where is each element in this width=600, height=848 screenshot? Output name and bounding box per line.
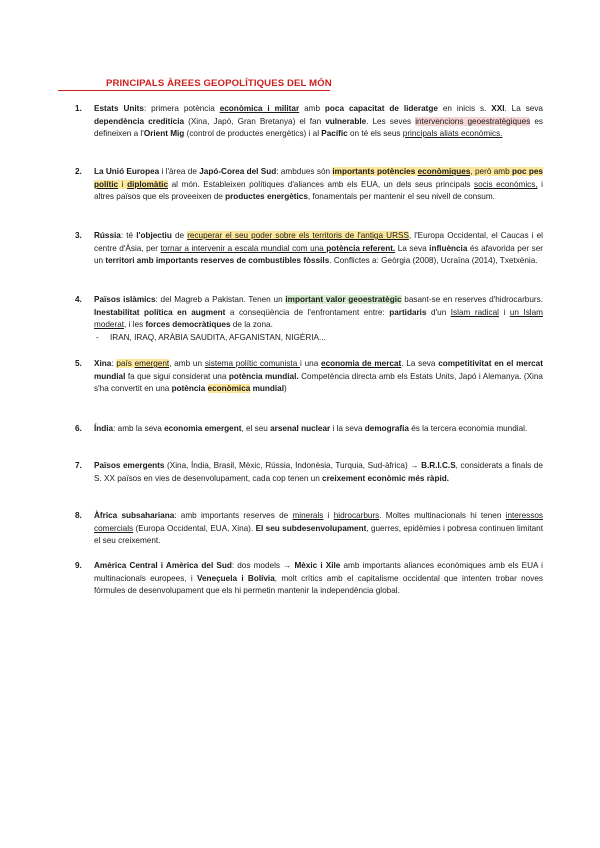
text-run: economia de mercat <box>321 359 402 368</box>
text-run: potència referent. <box>326 243 396 253</box>
text-run: (control de productes energètics) i al <box>184 129 322 139</box>
text-run: minerals <box>292 511 324 520</box>
text-run: Orient Mig <box>143 129 185 139</box>
text-run: interessos comercials <box>94 511 543 533</box>
text-run: , amb un <box>169 359 205 368</box>
item-text <box>94 461 543 483</box>
text-run: en inicis s. <box>437 104 492 113</box>
text-run: , molt crítics amb el capitalisme occidental que intenten trobar noves fórmules de desenvolupament que els hi permetin mantenir la independència global. <box>94 573 543 596</box>
text-run: Xina <box>94 359 112 368</box>
text-run: competitivitat en el mercat mundial <box>94 359 543 381</box>
text-run: Japó-Corea del Sud <box>199 167 277 176</box>
list-item <box>75 560 543 598</box>
text-run: partidaris <box>389 307 427 317</box>
text-run: on té els seus <box>347 129 403 139</box>
text-run: Àfrica subsahariana <box>94 511 175 520</box>
text-run: : dos models → <box>231 561 295 570</box>
text-run: i <box>498 307 510 317</box>
item-text <box>94 424 527 433</box>
text-run: El seu subdesenvolupament <box>255 523 367 533</box>
text-run: demografia <box>364 424 409 433</box>
text-run: polític <box>94 179 119 189</box>
text-run: economia emergent <box>164 424 242 433</box>
text-run: : del Magreb a Pakistan. Tenen un <box>155 295 286 304</box>
text-run: . Les seves <box>366 116 416 126</box>
text-run: influència <box>429 243 468 253</box>
text-run: poca capacitat de lideratge <box>324 104 438 113</box>
text-run: . La seva <box>401 359 439 368</box>
text-run: Pacífic <box>321 129 348 139</box>
text-run: vulnerable <box>325 116 367 126</box>
text-run: es defineixen a l' <box>94 116 543 139</box>
text-run: mundial <box>250 384 284 394</box>
dash-bullet: - <box>96 333 99 342</box>
item-text <box>94 359 543 393</box>
text-run: creixement econòmic més ràpid. <box>322 473 450 483</box>
text-run: econòmiques <box>417 167 471 176</box>
text-run: hidrocarburs <box>333 511 380 520</box>
list-item <box>75 460 543 485</box>
list-item <box>75 166 543 204</box>
text-run: intervencions geoestratègiques <box>415 116 531 126</box>
text-run: : primera potència <box>143 104 220 113</box>
item-text <box>94 511 543 545</box>
text-run: Rússia <box>94 231 121 240</box>
list-item <box>75 103 543 141</box>
text-run: : amb importants reserves de <box>174 511 293 520</box>
text-run: (Xina, Índia, Brasil, Mèxic, Rússia, Indonèsia, Turquia, Sud-àfrica) → <box>164 461 422 470</box>
item-text <box>94 167 543 201</box>
text-run: , <box>470 167 475 176</box>
list-item <box>75 423 543 436</box>
item-number: 6. <box>75 424 82 433</box>
text-run: B.R.I.C.S <box>421 461 456 470</box>
text-run: Amèrica Central i Amèrica del Sud <box>94 561 232 570</box>
text-run: potència mundial. <box>228 371 299 381</box>
text-run: territori amb importants reserves de combustibles fòssils <box>105 256 330 266</box>
text-run: diplomàtic <box>127 179 169 189</box>
text-run: ) <box>283 384 287 394</box>
text-run: . Moltes multinacionals hi tenen <box>379 511 506 520</box>
text-run: La seva <box>395 243 430 253</box>
text-run: país <box>116 359 135 368</box>
text-run: principals aliats econòmics. <box>402 129 503 139</box>
text-run: productes energètics <box>225 192 308 202</box>
text-run: (Europa Occidental, EUA, Xina). <box>133 523 256 533</box>
text-run: . La seva <box>504 104 543 113</box>
title-underline <box>58 90 330 91</box>
text-run: Països islàmics <box>94 295 156 304</box>
text-run: important valor geoestratègic <box>285 295 402 304</box>
list-item <box>75 358 543 396</box>
text-run: tornar a intervenir a escala mundial com una <box>160 243 327 253</box>
text-run: i una <box>300 359 322 368</box>
text-run: econòmica <box>207 384 251 394</box>
list-item <box>75 510 543 548</box>
item-number: 3. <box>75 231 82 240</box>
text-run: però amb <box>475 167 512 176</box>
text-run: , l'Europa Occidental, el Caucas i el centre d'Àsia, per <box>94 231 543 253</box>
text-run: és afavorida per ser un <box>94 243 543 266</box>
text-run: arsenal nuclear <box>270 424 331 433</box>
text-run: econòmica i militar <box>219 104 300 113</box>
item-text <box>94 104 543 138</box>
text-run: XXI <box>491 104 505 113</box>
text-run: Mèxic i Xile <box>294 561 341 570</box>
text-run: Veneçuela i Bolívia <box>197 573 275 583</box>
item-text <box>94 561 543 595</box>
text-run: i <box>118 179 128 189</box>
text-run: (Xina, Japó, Gran Bretanya) el fan <box>184 116 326 126</box>
text-run: , i les <box>124 320 146 330</box>
text-run: amb importants aliances econòmiques amb els EUA i multinacionals europees, i <box>94 561 543 583</box>
text-run: : amb la seva <box>113 424 165 433</box>
text-run: Països emergents <box>94 461 165 470</box>
item-number: 7. <box>75 461 82 470</box>
item-number: 4. <box>75 295 82 304</box>
text-run: recuperar el seu poder sobre els territoris de l'antiga URSS <box>187 231 409 240</box>
text-run: socis econòmics, <box>473 179 538 189</box>
text-run: . Conflictes a: Geòrgia (2008), Ucraïna (2014), Txetxènia. <box>329 256 538 266</box>
text-run: : <box>111 359 117 368</box>
text-run: dependència creditícia <box>94 116 185 126</box>
text-run: i <box>323 511 334 520</box>
text-run: forces democràtiques <box>145 320 231 330</box>
country-list <box>96 332 326 345</box>
text-run: Islam radical <box>450 307 499 317</box>
item-number: 9. <box>75 561 82 570</box>
text-run: és la tercera economia mundial. <box>408 424 528 433</box>
text-run: La Unió Europea <box>94 167 160 176</box>
text-run: , considerats a finals de S. XX països en vies de desenvolupament, cada cop tenen un <box>94 461 543 483</box>
text-run: l'objectiu <box>136 231 172 240</box>
text-run: Competència directa amb els Estats Units, Japó i Alemanya. (Xina s'ha convertit en una <box>94 371 543 394</box>
text-run: importants potències <box>332 167 418 176</box>
text-run: amb <box>299 104 325 113</box>
list-item <box>75 230 543 268</box>
country-list-text: IRAN, IRAQ, ARÀBIA SAUDITA, AFGANISTAN, NIGÈRIA... <box>110 333 326 342</box>
text-run: i l'àrea de <box>159 167 200 176</box>
text-run: : ambdues són <box>276 167 333 176</box>
list-item <box>75 294 543 332</box>
text-run: emergent <box>134 359 170 368</box>
text-run: , el seu <box>241 424 271 433</box>
text-run: al món. Estableixen polítiques d'aliances amb els EUA, un dels seus principals <box>168 179 474 189</box>
text-run: , guerres, epidèmies i pobresa continuen limitant el seu creixement. <box>94 523 543 546</box>
item-text <box>94 295 543 329</box>
text-run: a conseqüència de l'enfrontament entre: <box>225 307 390 317</box>
text-run: Índia <box>94 424 114 433</box>
item-number: 8. <box>75 511 82 520</box>
item-number: 5. <box>75 359 82 368</box>
text-run: basant-se en reserves d'hidrocarburs. <box>401 295 543 304</box>
text-run: de <box>171 231 188 240</box>
page-title: PRINCIPALS ÀREES GEOPOLÍTIQUES DEL MÓN <box>106 78 332 89</box>
text-run: potència <box>171 384 208 394</box>
item-number: 1. <box>75 104 82 113</box>
text-run: de la zona. <box>230 320 273 330</box>
text-run: i altres països que els proveeixen de <box>94 179 543 202</box>
item-text <box>94 231 543 265</box>
text-run: un Islam moderat <box>94 307 543 330</box>
text-run: , fonamentals per mantenir el seu nivell de consum. <box>307 192 495 202</box>
text-run: i la seva <box>330 424 365 433</box>
text-run: fa que sigui considerat una <box>125 371 229 381</box>
text-run: d'un <box>426 307 451 317</box>
text-run: poc pes <box>511 167 543 176</box>
text-run: Estats Units <box>94 104 144 113</box>
text-run: : té <box>120 231 137 240</box>
text-run: sistema polític comunista <box>204 359 301 368</box>
text-run: Inestabilitat política en augment <box>94 307 226 317</box>
item-number: 2. <box>75 167 82 176</box>
